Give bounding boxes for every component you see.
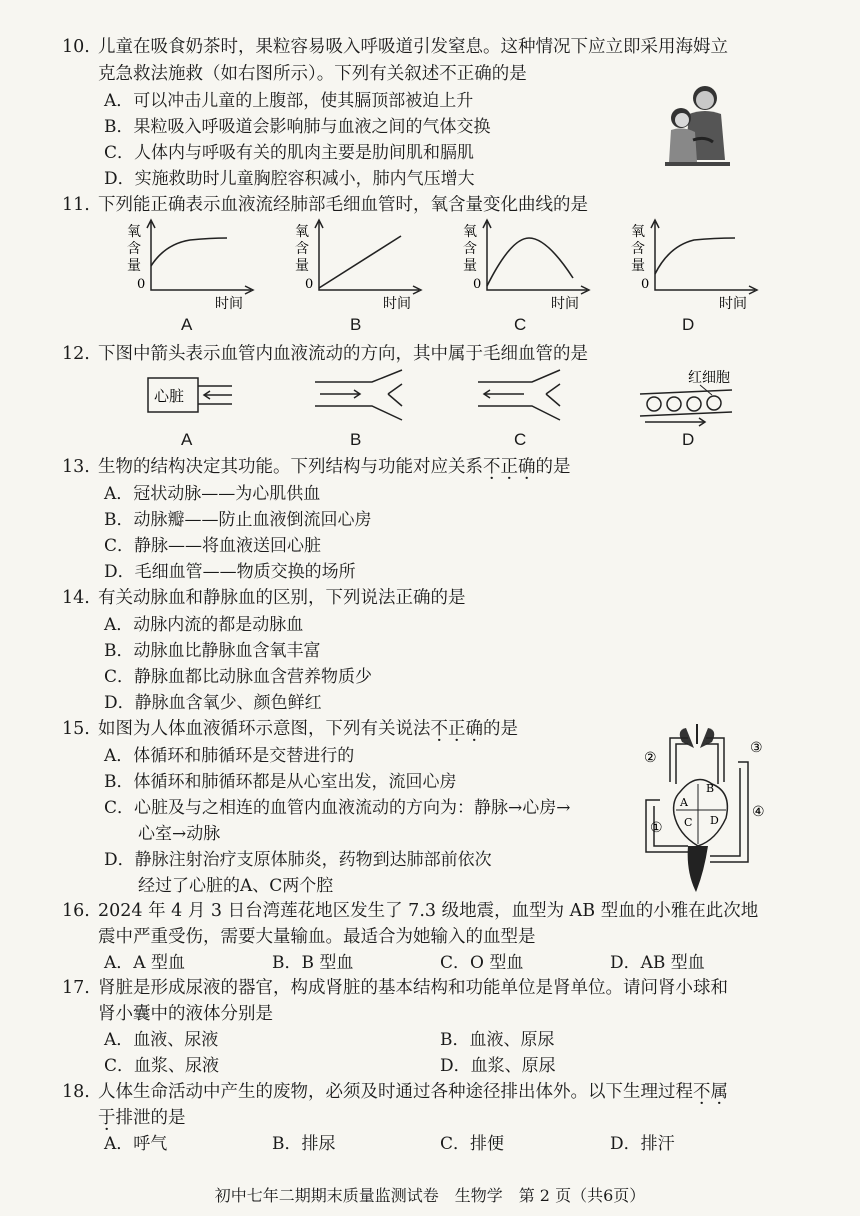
fig-label-2: ②: [644, 750, 657, 766]
q11-graph-d: [631, 220, 757, 312]
q16-option-c: C．O 型血: [440, 953, 524, 973]
q14-stem-line: [62, 586, 466, 610]
q11-graph-a: [127, 220, 253, 312]
q13-emph-2: 正: [500, 457, 518, 477]
q10-option-c: C．人体内与呼吸有关的肌肉主要是肋间肌和膈肌: [104, 143, 475, 163]
y-axis-label-char: 氧: [631, 224, 645, 240]
q16-number: 16.: [62, 901, 90, 921]
q10-number: 10.: [62, 37, 90, 57]
q13-emph-1: 不: [483, 457, 501, 477]
oxygen-curve: [151, 238, 227, 266]
y-axis-label-char: 氧: [127, 224, 141, 240]
q15-emph-2: 正: [448, 719, 466, 739]
q18-emph-2: 属: [710, 1082, 728, 1102]
q13-emph-3: 确: [518, 457, 536, 477]
y-axis-label-char: 量: [631, 258, 645, 274]
x-axis-label: 时间: [719, 296, 747, 312]
q15-stem-post: 的是: [483, 719, 518, 739]
x-axis-label: 时间: [215, 296, 243, 312]
q16-option-b: B．B 型血: [272, 953, 354, 973]
y-axis-label-char: 含: [127, 241, 141, 257]
oxygen-curve: [487, 238, 573, 286]
q15-stem-pre: 如图为人体血液循环示意图，下列有关说法: [98, 719, 431, 739]
q15-option-c-2: 心室→动脉: [138, 824, 221, 844]
q18-stem-1: 人体生命活动中产生的废物，必须及时通过各种途径排出体外。以下生理过程: [98, 1082, 693, 1102]
q13-option-a: A．冠状动脉——为心肌供血: [104, 484, 321, 504]
axes: [487, 222, 587, 290]
q15-stem-line: [62, 717, 518, 741]
q13-stem-pre: 生物的结构决定其功能。下列结构与功能对应关系: [98, 457, 483, 477]
heimlich-illustration: [655, 80, 735, 170]
y-axis-label-char: 氧: [295, 224, 309, 240]
circulation-diagram: [640, 722, 780, 902]
rbc-label: 红细胞: [688, 370, 730, 386]
q18-option-c: C．排便: [440, 1134, 505, 1154]
oxygen-curve: [319, 236, 401, 288]
y-axis-label-char: 含: [295, 241, 309, 257]
q18-emph-3: 于: [98, 1108, 116, 1128]
fig-label-c: C: [684, 816, 693, 829]
q10-stem-1: 儿童在吸食奶茶时，果粒容易吸入呼吸道引发窒息。这种情况下应立即采用海姆立: [98, 37, 728, 57]
q11-label-c: C: [514, 315, 527, 334]
q11-graph-b: [295, 220, 421, 312]
x-axis-label: 时间: [551, 296, 579, 312]
q14-option-c: C．静脉血都比动脉血含营养物质少: [104, 667, 373, 687]
y-axis-label-char: 量: [463, 258, 477, 274]
fig-label-3: ③: [750, 740, 763, 756]
q17-line1: [62, 976, 728, 1000]
q11-label-b: B: [350, 315, 362, 334]
q11-graphs: [115, 218, 795, 318]
q15-option-d-1: D．静脉注射治疗支原体肺炎，药物到达肺部前依次: [104, 850, 492, 870]
q18-number: 18.: [62, 1082, 90, 1102]
axes: [655, 222, 755, 290]
origin-label: 0: [641, 277, 650, 292]
q17-option-d: D．血浆、原尿: [440, 1056, 556, 1076]
q11-label-d: D: [682, 315, 695, 334]
q17-number: 17.: [62, 978, 90, 998]
q13-stem-post: 的是: [535, 457, 571, 477]
q18-line1: [62, 1080, 728, 1104]
q10-line2: 克急救法施救（如右图所示）。下列有关叙述不正确的是: [98, 64, 527, 84]
q12-label-b: B: [350, 430, 362, 449]
origin-label: 0: [305, 277, 314, 292]
q17-line2: 肾小囊中的液体分别是: [98, 1004, 273, 1024]
q17-option-b: B．血液、原尿: [440, 1030, 555, 1050]
q10-option-b: B．果粒吸入呼吸道会影响肺与血液之间的气体交换: [104, 117, 491, 137]
q11-number: 11.: [62, 195, 90, 215]
page-footer: 初中七年二期期末质量监测试卷 生物学 第 2 页（共6页）: [214, 1186, 646, 1205]
fig-label-b: B: [706, 782, 715, 795]
q16-line1: [62, 899, 759, 923]
fig-label-a: A: [680, 796, 688, 809]
y-axis-label-char: 量: [295, 258, 309, 274]
fig-label-1: ①: [650, 820, 663, 836]
q17-stem-1: 肾脏是形成尿液的器官，构成肾脏的基本结构和功能单位是肾单位。请问肾小球和: [98, 978, 728, 998]
q17-option-c: C．血浆、尿液: [104, 1056, 220, 1076]
q12-stem: 下图中箭头表示血管内血液流动的方向，其中属于毛细血管的是: [98, 344, 588, 364]
q15-option-c-1: C．心脏及与之相连的血管内血液流动的方向为：静脉→心房→: [104, 798, 571, 818]
q13-option-c: C．静脉——将血液送回心脏: [104, 536, 322, 556]
q14-stem: 有关动脉血和静脉血的区别，下列说法正确的是: [98, 588, 466, 608]
q18-stem-2: 排泄的是: [115, 1108, 186, 1128]
q12-label-c: C: [514, 430, 527, 449]
q10-option-a: A．可以冲击儿童的上腹部，使其膈顶部被迫上升: [104, 91, 474, 111]
q16-option-a: A．A 型血: [104, 953, 185, 973]
q16-option-d: D．AB 型血: [610, 953, 705, 973]
heart-label: 心脏: [154, 387, 185, 405]
q14-option-a: A．动脉内流的都是动脉血: [104, 615, 304, 635]
q12-figure-b: [315, 370, 402, 420]
q18-option-d: D．排汗: [610, 1134, 675, 1154]
q12-vessel-figures: [140, 368, 760, 428]
q15-option-b: B．体循环和肺循环都是从心室出发，流回心房: [104, 772, 457, 792]
y-axis-label-char: 氧: [463, 224, 477, 240]
q15-option-a: A．体循环和肺循环是交替进行的: [104, 746, 355, 766]
q12-figure-c: [478, 370, 560, 420]
q11-graph-c: [463, 220, 589, 312]
q18-option-a: A．呼气: [104, 1134, 168, 1154]
fig-label-4: ④: [752, 804, 765, 820]
q11-stem: 下列能正确表示血液流经肺部毛细血管时，氧含量变化曲线的是: [98, 195, 588, 215]
fig-label-d: D: [710, 814, 719, 827]
q14-option-b: B．动脉血比静脉血含氧丰富: [104, 641, 321, 661]
oxygen-curve: [655, 238, 735, 274]
q15-emph-1: 不: [430, 719, 448, 739]
q12-stem-line: [62, 342, 588, 366]
q11-label-a: A: [181, 315, 193, 334]
q14-number: 14.: [62, 588, 90, 608]
q16-line2: 震中严重受伤，需要大量输血。最适合为她输入的血型是: [98, 927, 536, 947]
q18-line2: [98, 1106, 186, 1130]
origin-label: 0: [137, 277, 146, 292]
y-axis-label-char: 含: [631, 241, 645, 257]
q15-number: 15.: [62, 719, 90, 739]
q12-number: 12.: [62, 344, 90, 364]
q12-figure-a: [148, 378, 232, 412]
q10-line1: [62, 35, 728, 59]
q12-label-d: D: [682, 430, 695, 449]
q13-option-d: D．毛细血管——物质交换的场所: [104, 562, 356, 582]
q13-number: 13.: [62, 457, 90, 477]
q15-emph-3: 确: [465, 719, 483, 739]
q16-stem-1: 2024 年 4 月 3 日台湾莲花地区发生了 7.3 级地震，血型为 AB 型血的小雅在此次地: [98, 901, 759, 921]
q14-option-d: D．静脉血含氧少、颜色鲜红: [104, 693, 322, 713]
q18-option-b: B．排尿: [272, 1134, 336, 1154]
x-axis-label: 时间: [383, 296, 411, 312]
q12-figure-d: [640, 370, 732, 426]
q17-option-a: A．血液、尿液: [104, 1030, 219, 1050]
q10-option-d: D．实施救助时儿童胸腔容积减小，肺内气压增大: [104, 169, 475, 189]
q13-stem-line: [62, 455, 571, 479]
q18-emph-1: 不: [693, 1082, 711, 1102]
q11-stem-line: [62, 193, 588, 217]
origin-label: 0: [473, 277, 482, 292]
y-axis-label-char: 含: [463, 241, 477, 257]
axes: [151, 222, 251, 290]
y-axis-label-char: 量: [127, 258, 141, 274]
q15-option-d-2: 经过了心脏的A、C两个腔: [138, 876, 334, 896]
q12-label-a: A: [181, 430, 193, 449]
q13-option-b: B．动脉瓣——防止血液倒流回心房: [104, 510, 372, 530]
